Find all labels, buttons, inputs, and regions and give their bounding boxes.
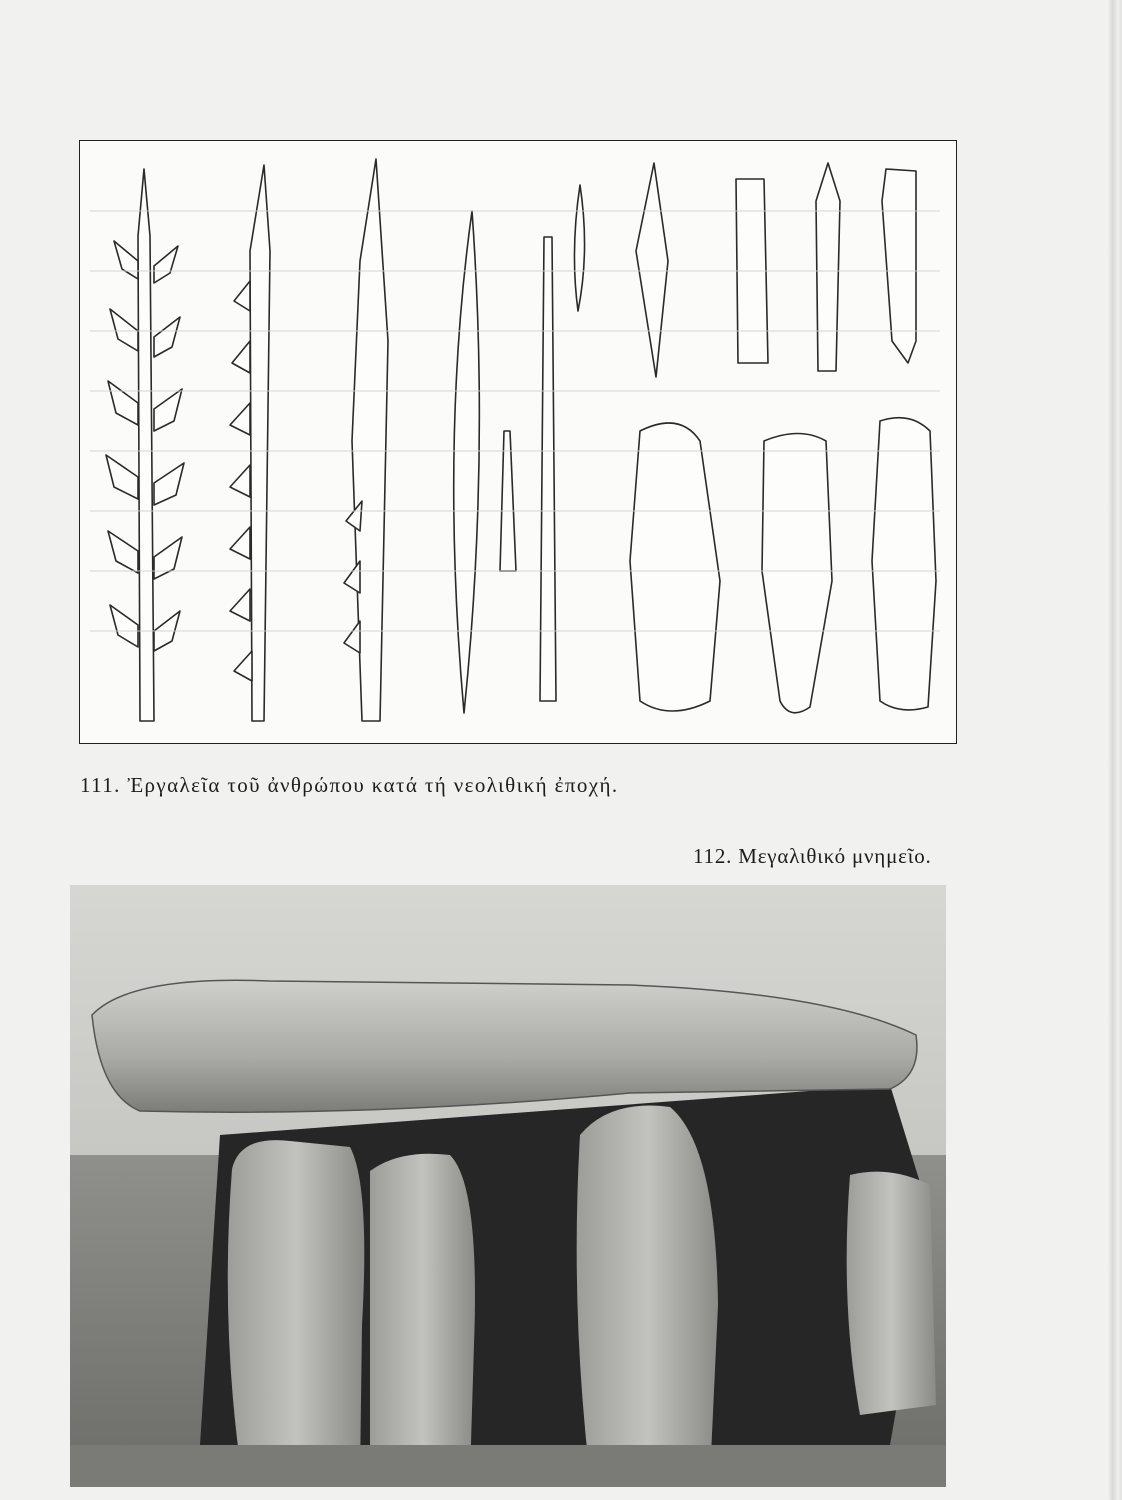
- long-curved-blade: [454, 211, 480, 713]
- standing-stone-left: [228, 1140, 365, 1477]
- flint-blade-serrated: [816, 163, 840, 371]
- flint-scraper-2: [762, 434, 832, 713]
- barbed-harpoon-slender: [230, 165, 270, 721]
- leaf-point: [636, 163, 668, 377]
- standing-stone-mid-left: [370, 1154, 475, 1475]
- neolithic-tools-illustration: [79, 140, 957, 744]
- standing-stone-right: [847, 1172, 936, 1415]
- barbed-harpoon-large: [106, 169, 184, 721]
- megalithic-monument-photo: [70, 885, 946, 1487]
- bone-awl: [500, 431, 516, 571]
- slender-point: [574, 185, 584, 311]
- page-edge: [1108, 0, 1122, 1500]
- flint-blade-3: [882, 169, 916, 363]
- figure-111-caption: 111. Ἐργαλεῖα τοῦ ἀνθρώπου κατά τή νεολιθική ἐποχή.: [80, 773, 619, 797]
- standing-stone-center: [577, 1106, 718, 1477]
- flint-scraper-3: [872, 418, 936, 710]
- flint-scraper-1: [630, 423, 720, 711]
- figure-112-caption: 112. Μεγαλιθικό μνημεῖο.: [693, 844, 932, 868]
- barbed-point: [344, 159, 388, 721]
